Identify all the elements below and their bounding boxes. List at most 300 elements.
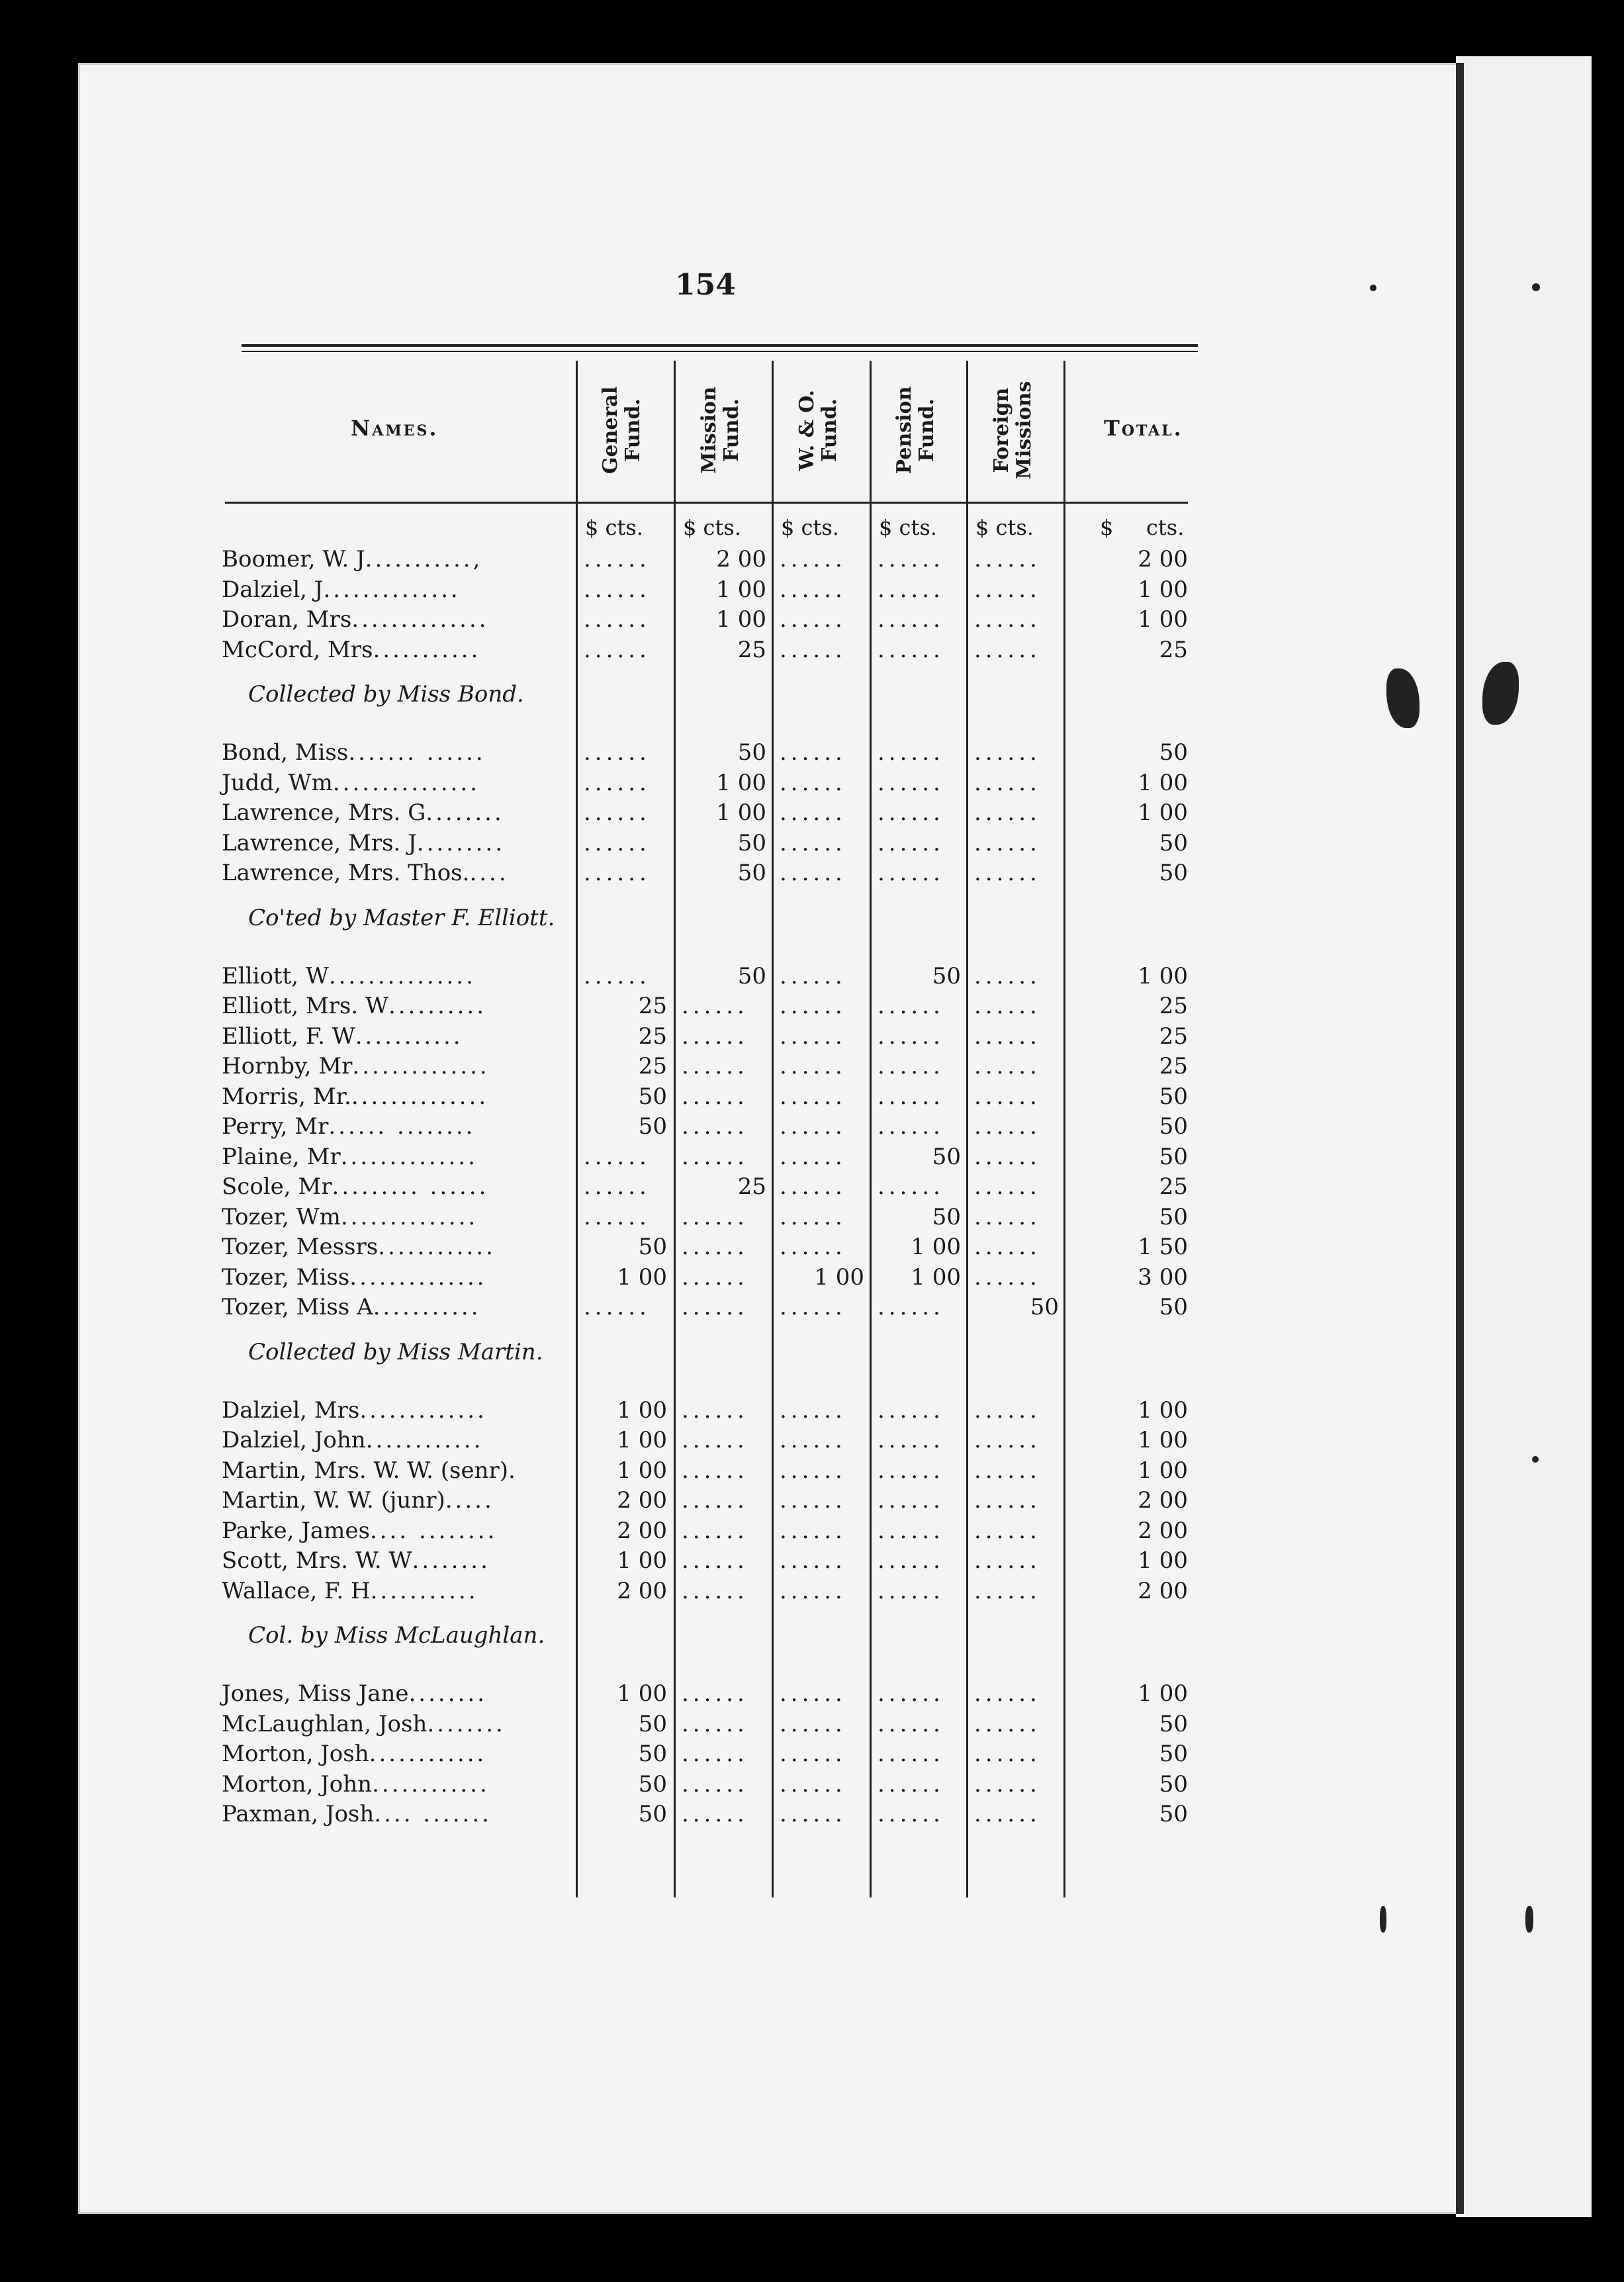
empty-cell-dots: ...... (682, 1577, 748, 1604)
general-fund-amount: 50 (638, 1710, 667, 1737)
header-rule (225, 502, 1188, 504)
empty-cell-dots: ...... (682, 1770, 748, 1798)
donor-name-text: Dalziel, J (222, 576, 324, 603)
empty-cell-dots: ...... (584, 636, 651, 663)
row-total: 1 00 (1138, 962, 1188, 989)
mission-fund-amount: 1 00 (716, 769, 766, 796)
fund-label-line2: Fund. (915, 398, 938, 462)
donor-name-text: Lawrence, Mrs. J (222, 829, 417, 856)
empty-cell-dots: ...... (780, 860, 846, 886)
empty-cell-dots: ...... (878, 1053, 944, 1079)
empty-cell-dots: ...... (974, 1547, 1041, 1574)
empty-cell-dots: ...... (878, 1517, 944, 1544)
empty-cell-dots: ...... (878, 1741, 944, 1767)
total-header: Total. (1104, 416, 1183, 441)
dot-leader: ............... (332, 769, 480, 796)
empty-cell-dots: ...... (974, 636, 1041, 663)
general-fund-amount: 50 (638, 1741, 667, 1767)
empty-cell-dots: ...... (682, 1113, 748, 1140)
donor-name-text: Scole, Mr (222, 1173, 332, 1200)
empty-cell-dots: ...... (682, 1801, 748, 1827)
donor-name (222, 1741, 486, 1767)
row-total: 2 00 (1138, 1577, 1188, 1604)
donor-name (222, 1294, 481, 1320)
empty-cell-dots: ...... (974, 1023, 1041, 1050)
general-fund-amount: 1 00 (617, 1396, 667, 1424)
dot-leader: ..... (445, 1487, 494, 1514)
donor-name (222, 1578, 478, 1604)
empty-cell-dots: ...... (584, 962, 651, 989)
donor-name (222, 739, 486, 766)
mission-fund-amount: 2 00 (716, 546, 766, 572)
empty-cell-dots: ...... (584, 606, 651, 633)
donor-name-text: Wallace, F. H (222, 1577, 371, 1604)
row-total: 1 00 (1138, 1396, 1188, 1424)
donor-name (222, 1264, 487, 1291)
fund-label-line1: Mission (698, 387, 721, 474)
fund-label-line1: W. & O. (795, 389, 819, 471)
dot-leader: ............... (328, 962, 476, 989)
dot-leader: .............. (340, 1203, 478, 1230)
collector-section-label: Col. by Miss McLaughlan. (248, 1622, 545, 1649)
empty-cell-dots: ...... (878, 1801, 944, 1827)
empty-cell-dots: ...... (682, 1741, 748, 1767)
donor-name (222, 1023, 463, 1050)
dot-leader: .............. (351, 1083, 489, 1110)
pension-fund-amount: 50 (932, 1143, 961, 1170)
dot-leader: ........... (370, 1577, 478, 1604)
collector-section-label: Collected by Miss Bond. (248, 681, 524, 707)
row-total: 2 00 (1138, 546, 1188, 572)
empty-cell-dots: ...... (974, 546, 1041, 572)
general-fund-amount: 1 00 (617, 1547, 667, 1574)
donor-name-text: Boomer, W. J (222, 546, 365, 572)
general-fund-amount: 50 (638, 1801, 667, 1827)
donor-name (222, 1487, 494, 1514)
general-fund-amount: 50 (638, 1083, 667, 1110)
empty-cell-dots: ...... (584, 829, 651, 856)
dot-leader: ............. (359, 1396, 487, 1424)
total-unit-dollar: $ (1100, 515, 1114, 540)
empty-cell-dots: ...... (780, 1577, 846, 1604)
donor-name (222, 1234, 496, 1260)
row-total: 1 00 (1138, 1427, 1188, 1453)
empty-cell-dots: ...... (682, 1083, 748, 1110)
pension-fund-amount: 1 00 (911, 1263, 961, 1291)
fund-column-header (968, 367, 1059, 493)
empty-cell-dots: ...... (974, 1427, 1041, 1453)
empty-cell-dots: ...... (682, 1203, 748, 1230)
empty-cell-dots: ...... (780, 1741, 846, 1767)
empty-cell-dots: ...... (584, 576, 651, 603)
empty-cell-dots: ...... (780, 1487, 846, 1514)
donor-name-text: Scott, Mrs. W. W (222, 1547, 412, 1574)
general-fund-amount: 1 00 (617, 1427, 667, 1453)
empty-cell-dots: ...... (974, 1710, 1041, 1737)
donor-name-text: Lawrence, Mrs. Thos. (222, 860, 470, 886)
empty-cell-dots: ...... (682, 1680, 748, 1707)
donor-name (222, 993, 486, 1019)
empty-cell-dots: ...... (974, 1234, 1041, 1260)
donor-name-text: Judd, Wm (222, 769, 333, 796)
empty-cell-dots: ...... (974, 1173, 1041, 1200)
dot-leader: ..........., (365, 546, 483, 572)
empty-cell-dots: ...... (878, 1427, 944, 1453)
empty-cell-dots: ...... (780, 799, 846, 826)
mission-fund-amount: 50 (737, 829, 766, 856)
dot-leader: ............ (369, 1741, 487, 1767)
empty-cell-dots: ...... (974, 799, 1041, 826)
empty-cell-dots: ...... (878, 1457, 944, 1484)
empty-cell-dots: ...... (974, 829, 1041, 856)
empty-cell-dots: ...... (878, 1680, 944, 1707)
donor-name-text: Morris, Mr. (222, 1083, 351, 1110)
row-total: 25 (1159, 636, 1188, 663)
row-total: 50 (1159, 1710, 1188, 1737)
fund-label-line1: Pension (893, 386, 916, 475)
empty-cell-dots: ...... (780, 1203, 846, 1230)
empty-cell-dots: ...... (682, 1263, 748, 1291)
row-total: 1 00 (1138, 1457, 1188, 1484)
fund-column-header (773, 367, 864, 493)
empty-cell-dots: ...... (682, 1023, 748, 1050)
collector-section-label: Co'ted by Master F. Elliott. (248, 904, 555, 931)
empty-cell-dots: ...... (878, 799, 944, 826)
empty-cell-dots: ...... (584, 1294, 651, 1320)
empty-cell-dots: ...... (878, 1173, 944, 1200)
empty-cell-dots: ...... (878, 1577, 944, 1604)
empty-cell-dots: ...... (584, 739, 651, 766)
empty-cell-dots: ...... (780, 1173, 846, 1200)
names-header: Names. (351, 416, 439, 441)
row-total: 1 00 (1138, 799, 1188, 826)
empty-cell-dots: ...... (584, 769, 651, 796)
empty-cell-dots: ...... (878, 576, 944, 603)
empty-cell-dots: ...... (584, 1203, 651, 1230)
empty-cell-dots: ...... (974, 1770, 1041, 1798)
empty-cell-dots: ...... (878, 829, 944, 856)
empty-cell-dots: ...... (974, 993, 1041, 1019)
fund-column-label (698, 387, 743, 474)
row-total: 25 (1159, 1173, 1188, 1200)
donor-name-text: Tozer, Messrs (222, 1234, 379, 1260)
fund-label-line1: Foreign (990, 387, 1013, 473)
empty-cell-dots: ...... (780, 1023, 846, 1050)
fund-column-header (675, 367, 766, 493)
donor-name-text: Martin, W. W. (junr) (222, 1487, 445, 1514)
empty-cell-dots: ...... (974, 1741, 1041, 1767)
dot-leader: ........... (355, 1023, 463, 1050)
donor-name-text: Morton, John (222, 1770, 373, 1798)
empty-cell-dots: ...... (780, 1710, 846, 1737)
empty-cell-dots: ...... (682, 1547, 748, 1574)
donor-name-text: Elliott, Mrs. W (222, 993, 388, 1019)
donor-name-text: Tozer, Wm (222, 1203, 341, 1230)
donor-name (222, 963, 476, 989)
empty-cell-dots: ...... (974, 1577, 1041, 1604)
empty-cell-dots: ...... (974, 1457, 1041, 1484)
row-total: 50 (1159, 829, 1188, 856)
dot-leader: ........ (412, 1547, 490, 1574)
donor-name (222, 1053, 490, 1079)
empty-cell-dots: ...... (780, 769, 846, 796)
empty-cell-dots: ...... (584, 799, 651, 826)
page-number: 154 (675, 268, 736, 302)
unit-label: $ cts. (585, 515, 643, 540)
row-total: 3 00 (1138, 1263, 1188, 1291)
empty-cell-dots: ...... (974, 576, 1041, 603)
empty-cell-dots: ...... (974, 1263, 1041, 1291)
empty-cell-dots: ...... (974, 1053, 1041, 1079)
dot-leader: .............. (349, 1263, 487, 1291)
donor-name (222, 1547, 490, 1574)
empty-cell-dots: ...... (974, 1801, 1041, 1827)
donor-name (222, 1801, 492, 1827)
row-total: 50 (1159, 739, 1188, 766)
empty-cell-dots: ...... (878, 1113, 944, 1140)
empty-cell-dots: ...... (878, 1487, 944, 1514)
general-fund-amount: 25 (638, 993, 667, 1019)
wo-fund-amount: 1 00 (814, 1263, 864, 1291)
empty-cell-dots: ...... (780, 1234, 846, 1260)
donor-name (222, 637, 480, 663)
empty-cell-dots: ...... (682, 1396, 748, 1424)
fund-column-label (796, 390, 841, 471)
general-fund-amount: 1 00 (617, 1263, 667, 1291)
donor-name-text: Elliott, W (222, 962, 329, 989)
fund-label-line2: Missions (1013, 381, 1036, 480)
dot-leader: ........... (373, 636, 481, 663)
row-total: 1 00 (1138, 769, 1188, 796)
empty-cell-dots: ...... (780, 962, 846, 989)
dot-leader: .............. (340, 1143, 478, 1170)
row-total: 50 (1159, 1203, 1188, 1230)
unit-label: $ cts. (781, 515, 839, 540)
top-rule (242, 344, 1198, 347)
empty-cell-dots: ...... (878, 739, 944, 766)
empty-cell-dots: ...... (682, 1234, 748, 1260)
dot-leader: .... (469, 860, 509, 886)
row-total: 50 (1159, 1143, 1188, 1170)
empty-cell-dots: ...... (878, 636, 944, 663)
row-total: 50 (1159, 860, 1188, 886)
scan-mark (1532, 283, 1540, 291)
donor-name (222, 1173, 488, 1200)
pension-fund-amount: 1 00 (911, 1234, 961, 1260)
empty-cell-dots: ...... (780, 1083, 846, 1110)
empty-cell-dots: ...... (878, 1023, 944, 1050)
fund-label-line1: General (599, 386, 622, 475)
general-fund-amount: 2 00 (617, 1577, 667, 1604)
empty-cell-dots: ...... (682, 1143, 748, 1170)
general-fund-amount: 50 (638, 1234, 667, 1260)
empty-cell-dots: ...... (974, 1083, 1041, 1110)
donor-name-text: Dalziel, Mrs (222, 1396, 360, 1424)
empty-cell-dots: ...... (878, 1547, 944, 1574)
empty-cell-dots: ...... (780, 1427, 846, 1453)
mission-fund-amount: 1 00 (716, 606, 766, 633)
donor-name-text: Bond, Miss (222, 739, 349, 766)
donor-name-text: Plaine, Mr (222, 1143, 341, 1170)
empty-cell-dots: ...... (584, 546, 651, 572)
donor-name (222, 830, 505, 856)
row-total: 50 (1159, 1770, 1188, 1798)
donor-name (222, 1771, 490, 1798)
empty-cell-dots: ...... (780, 576, 846, 603)
empty-cell-dots: ...... (780, 606, 846, 633)
general-fund-amount: 2 00 (617, 1517, 667, 1544)
empty-cell-dots: ...... (878, 993, 944, 1019)
empty-cell-dots: ...... (974, 1143, 1041, 1170)
dot-leader: ......... ...... (332, 1173, 489, 1200)
general-fund-amount: 50 (638, 1770, 667, 1798)
empty-cell-dots: ...... (878, 546, 944, 572)
dot-leader: .............. (323, 576, 461, 603)
general-fund-amount: 50 (638, 1113, 667, 1140)
empty-cell-dots: ...... (974, 606, 1041, 633)
empty-cell-dots: ...... (878, 769, 944, 796)
fund-column-label (893, 387, 938, 475)
empty-cell-dots: ...... (780, 1801, 846, 1827)
scan-mark (1525, 1906, 1533, 1933)
donor-name-text: McLaughlan, Josh (222, 1710, 428, 1737)
row-total: 2 00 (1138, 1517, 1188, 1544)
general-fund-amount: 2 00 (617, 1487, 667, 1514)
mission-fund-amount: 50 (737, 860, 766, 886)
general-fund-amount: 1 00 (617, 1457, 667, 1484)
dot-leader: ............ (378, 1234, 496, 1260)
row-total: 1 00 (1138, 576, 1188, 603)
scan-mark (1532, 1456, 1539, 1463)
dot-leader: .......... (388, 993, 487, 1019)
total-unit-cts: cts. (1146, 515, 1185, 540)
empty-cell-dots: ...... (584, 1143, 651, 1170)
donor-name (222, 860, 509, 886)
dot-leader: ........ (426, 799, 504, 826)
donor-name-text: Parke, James (222, 1517, 370, 1544)
mission-fund-amount: 1 00 (716, 576, 766, 603)
empty-cell-dots: ...... (682, 1517, 748, 1544)
donor-name-text: McCord, Mrs (222, 636, 373, 663)
donor-name-text: Tozer, Miss A (222, 1294, 373, 1320)
row-total: 50 (1159, 1083, 1188, 1110)
dot-leader: ............ (372, 1770, 490, 1798)
empty-cell-dots: ...... (780, 1294, 846, 1320)
empty-cell-dots: ...... (878, 1294, 944, 1320)
empty-cell-dots: ...... (974, 1203, 1041, 1230)
dot-leader: .... ....... (374, 1801, 492, 1827)
dot-leader: .............. (351, 606, 489, 633)
fund-column-label (991, 381, 1036, 480)
empty-cell-dots: ...... (878, 1710, 944, 1737)
donor-name-text: Dalziel, John (222, 1427, 366, 1453)
donor-name (222, 770, 480, 796)
empty-cell-dots: ...... (682, 993, 748, 1019)
fund-label-line2: Fund. (818, 398, 841, 462)
dot-leader: ........... (373, 1294, 481, 1320)
unit-label: $ cts. (683, 515, 741, 540)
mission-fund-amount: 50 (737, 739, 766, 766)
empty-cell-dots: ...... (682, 1427, 748, 1453)
row-total: 2 00 (1138, 1487, 1188, 1514)
fund-label-line2: Fund. (720, 398, 743, 462)
empty-cell-dots: ...... (780, 1457, 846, 1484)
general-fund-amount: 25 (638, 1023, 667, 1050)
empty-cell-dots: ...... (974, 1487, 1041, 1514)
donor-name-text: Doran, Mrs (222, 606, 352, 633)
donor-name-text: Morton, Josh (222, 1741, 369, 1767)
donor-name (222, 1457, 516, 1484)
donor-name (222, 576, 461, 603)
pension-fund-amount: 50 (932, 1203, 961, 1230)
empty-cell-dots: ...... (780, 546, 846, 572)
column-divider (966, 361, 968, 1897)
empty-cell-dots: ...... (780, 739, 846, 766)
empty-cell-dots: ...... (780, 1547, 846, 1574)
donor-name-text: Hornby, Mr (222, 1053, 353, 1079)
empty-cell-dots: ...... (780, 1517, 846, 1544)
empty-cell-dots: ...... (682, 1053, 748, 1079)
empty-cell-dots: ...... (780, 1680, 846, 1707)
mission-fund-amount: 25 (737, 1173, 766, 1200)
empty-cell-dots: ...... (584, 1173, 651, 1200)
empty-cell-dots: ...... (780, 993, 846, 1019)
foreign-fund-amount: 50 (1030, 1294, 1059, 1320)
empty-cell-dots: ...... (780, 829, 846, 856)
donor-name-text: Perry, Mr (222, 1113, 329, 1140)
row-total: 1 00 (1138, 1547, 1188, 1574)
empty-cell-dots: ...... (974, 769, 1041, 796)
donor-name-text: Paxman, Josh (222, 1801, 375, 1827)
empty-cell-dots: ...... (780, 1396, 846, 1424)
empty-cell-dots: ...... (974, 1396, 1041, 1424)
mission-fund-amount: 50 (737, 962, 766, 989)
row-total: 50 (1159, 1801, 1188, 1827)
empty-cell-dots: ...... (878, 1083, 944, 1110)
donor-name (222, 1711, 506, 1737)
dot-leader: ...... ........ (328, 1113, 476, 1140)
fund-column-label (600, 387, 645, 474)
donor-name-text: Jones, Miss Jane (222, 1680, 409, 1707)
donor-name (222, 606, 489, 633)
scan-mark (1380, 1906, 1386, 1933)
row-total: 25 (1159, 1053, 1188, 1079)
donor-name (222, 799, 504, 826)
donor-name-text: Tozer, Miss (222, 1263, 350, 1291)
facing-page-edge (1456, 56, 1592, 2217)
donor-name (222, 546, 482, 572)
donor-name (222, 1397, 487, 1424)
empty-cell-dots: ...... (974, 1517, 1041, 1544)
empty-cell-dots: ...... (974, 860, 1041, 886)
row-total: 25 (1159, 1023, 1188, 1050)
dot-leader: .............. (352, 1053, 490, 1079)
row-total: 1 00 (1138, 606, 1188, 633)
dot-leader: ............ (365, 1427, 484, 1453)
empty-cell-dots: ...... (682, 1294, 748, 1320)
mission-fund-amount: 1 00 (716, 799, 766, 826)
fund-column-header (577, 367, 667, 493)
empty-cell-dots: ...... (780, 1770, 846, 1798)
empty-cell-dots: ...... (682, 1487, 748, 1514)
dot-leader: ....... ...... (348, 739, 486, 766)
dot-leader: ........ (408, 1680, 487, 1707)
fund-column-header (871, 367, 961, 493)
empty-cell-dots: ...... (974, 1680, 1041, 1707)
column-divider (870, 361, 872, 1897)
donor-name-text: Elliott, F. W (222, 1023, 355, 1050)
empty-cell-dots: ...... (878, 606, 944, 633)
